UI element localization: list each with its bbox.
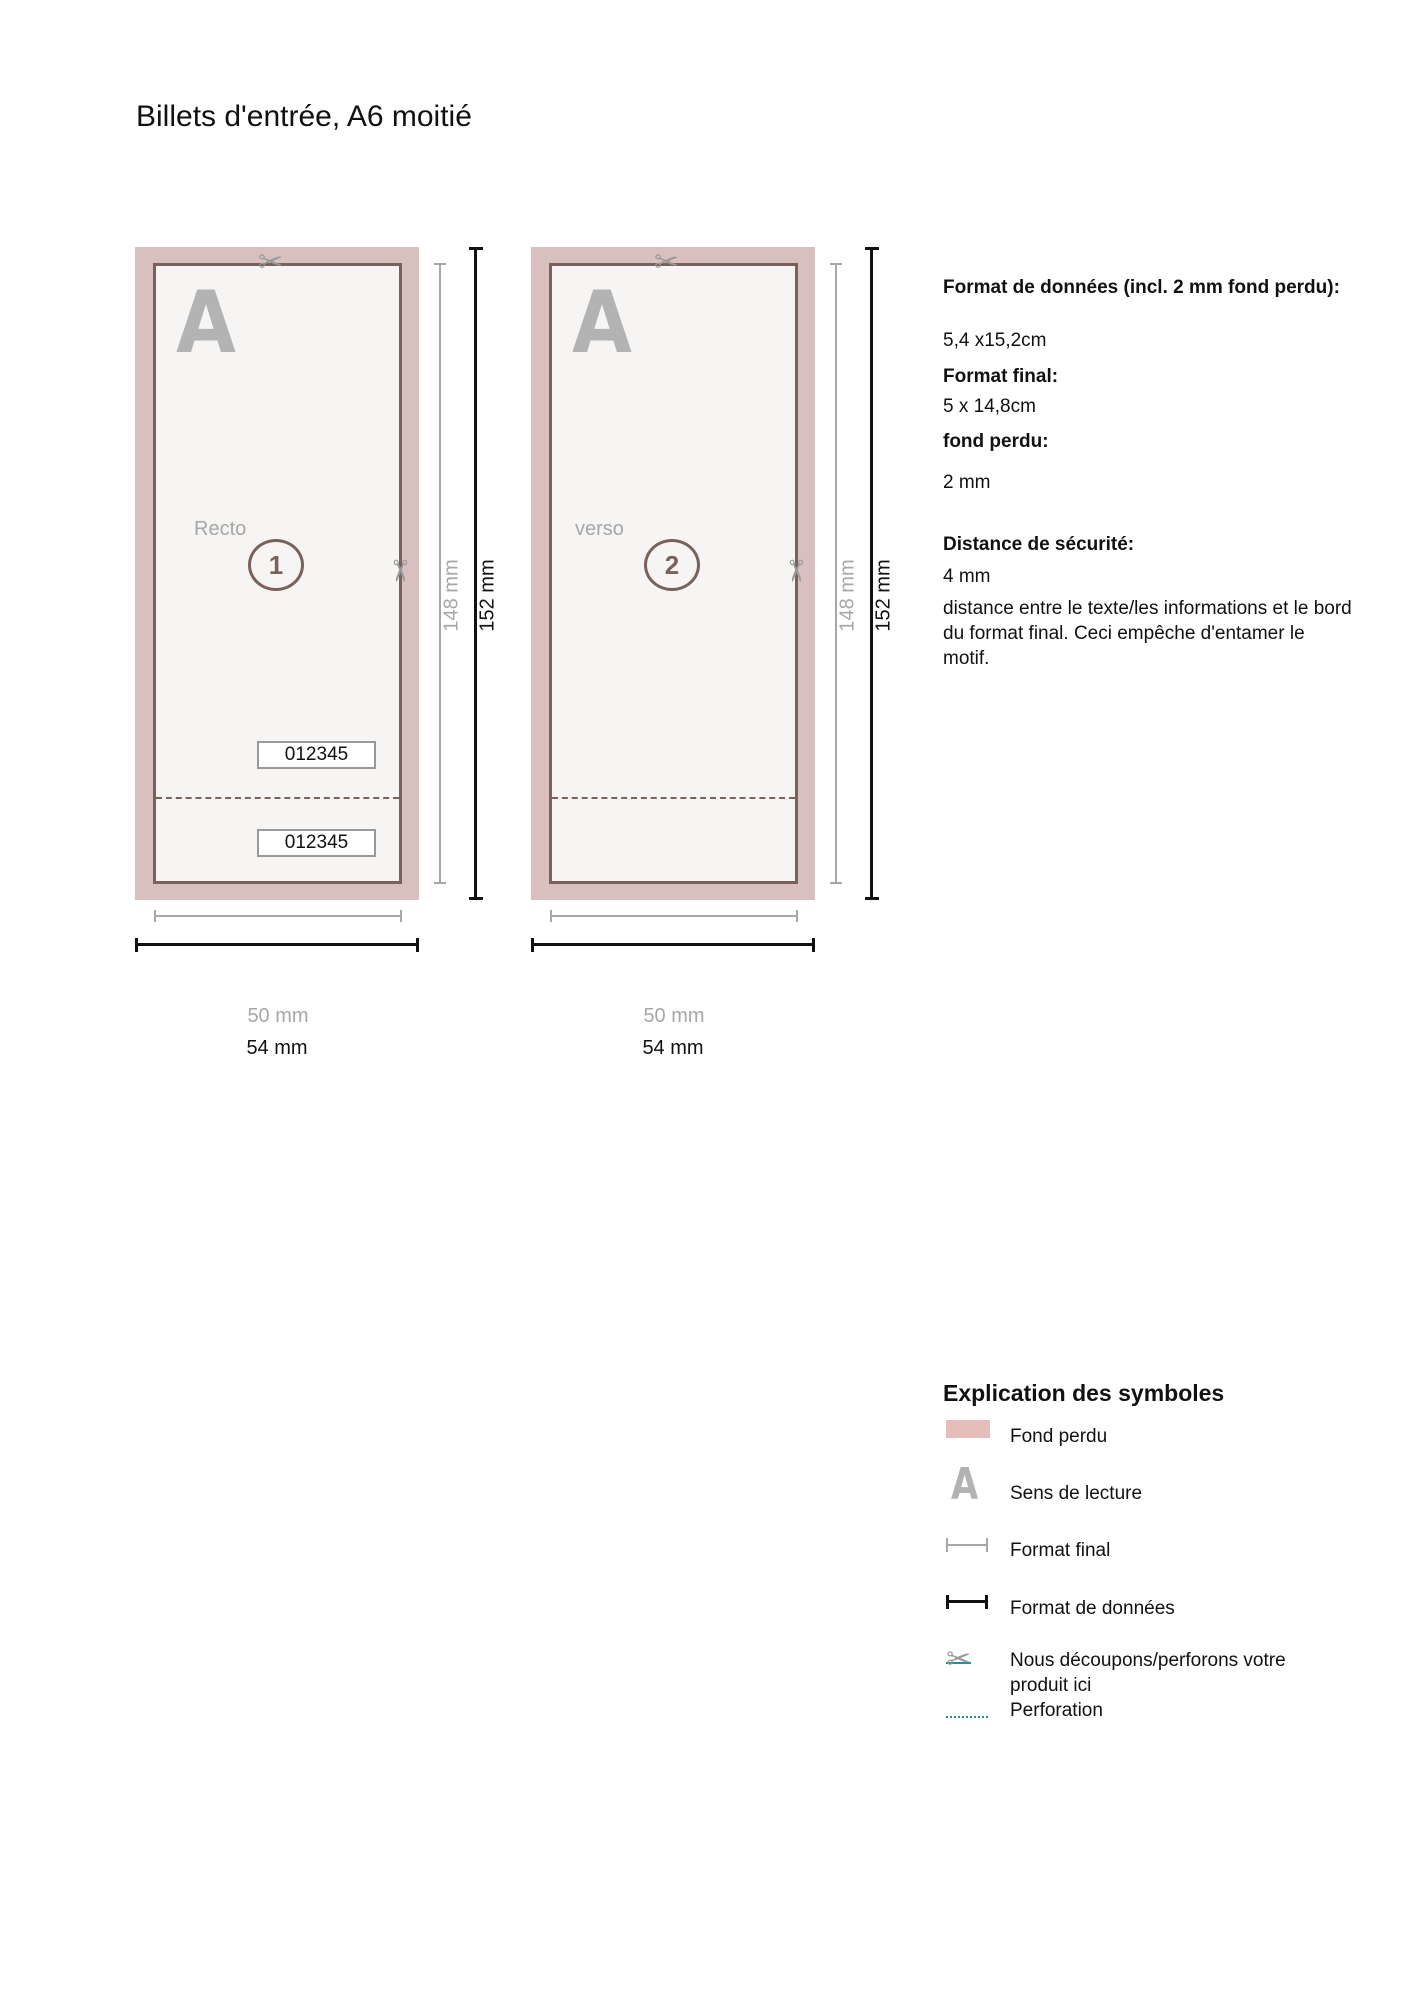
page-title: Billets d'entrée, A6 moitié [136, 100, 472, 133]
perforation-line [156, 797, 399, 799]
legend-label: Nous découpons/perforons votre produit ici [1010, 1650, 1286, 1696]
final-width-label: 50 mm [643, 1005, 705, 1027]
legend-title: Explication des symboles [943, 1380, 1225, 1406]
legend-label: Sens de lecture [1010, 1483, 1143, 1504]
scissors-icon: ✂ [654, 246, 680, 279]
reading-direction-icon: A [176, 273, 236, 373]
legend-label: Perforation [1010, 1700, 1103, 1721]
scissors-icon: ✂ [778, 558, 812, 584]
final-width-dimension [550, 910, 798, 922]
data-format-label: Format de données (incl. 2 mm fond perdu): [943, 277, 1340, 298]
page-number-badge: 2 [644, 539, 700, 591]
final-format-value: 5 x 14,8cm [943, 396, 1036, 417]
final-width-label: 50 mm [247, 1005, 309, 1027]
data-width-label: 54 mm [642, 1037, 704, 1059]
scissors-icon: ✂ [258, 246, 284, 279]
final-width-dimension [154, 910, 402, 922]
scissors-icon: ✂ [382, 558, 416, 584]
data-height-label: 152 mm [476, 559, 499, 632]
safety-description: distance entre le texte/les informations et le bord du format final. Ceci empêche d'entamer le motif. [943, 598, 1352, 669]
final-format-line-icon [946, 1538, 988, 1552]
safety-label: Distance de sécurité: [943, 534, 1135, 555]
data-height-label: 152 mm [872, 559, 895, 632]
legend-label: Format final [1010, 1540, 1111, 1561]
data-format-value: 5,4 x15,2cm [943, 330, 1047, 351]
perforation-line [552, 797, 795, 799]
data-width-label: 54 mm [246, 1037, 308, 1059]
final-height-label: 148 mm [836, 559, 859, 632]
reading-direction-icon: A [951, 1459, 979, 1510]
legend-label: Format de données [1010, 1598, 1175, 1619]
final-height-label: 148 mm [440, 559, 463, 632]
scissors-icon: ✂ [946, 1643, 972, 1676]
data-width-dimension [135, 938, 419, 952]
legend-label: Fond perdu [1010, 1426, 1108, 1447]
data-width-dimension [531, 938, 815, 952]
reading-direction-icon: A [572, 273, 632, 373]
data-format-line-icon [946, 1595, 988, 1609]
serial-number-box: 012345 [257, 829, 376, 857]
side-label: verso [575, 518, 624, 540]
bleed-label: fond perdu: [943, 431, 1049, 452]
bleed-value: 2 mm [943, 472, 991, 493]
page-number-badge: 1 [248, 539, 304, 591]
side-label: Recto [194, 518, 247, 540]
final-format-label: Format final: [943, 366, 1059, 387]
safety-value: 4 mm [943, 566, 991, 587]
perforation-dots-icon [946, 1716, 988, 1718]
serial-number-box: 012345 [257, 741, 376, 769]
bleed-swatch-icon [946, 1420, 990, 1438]
